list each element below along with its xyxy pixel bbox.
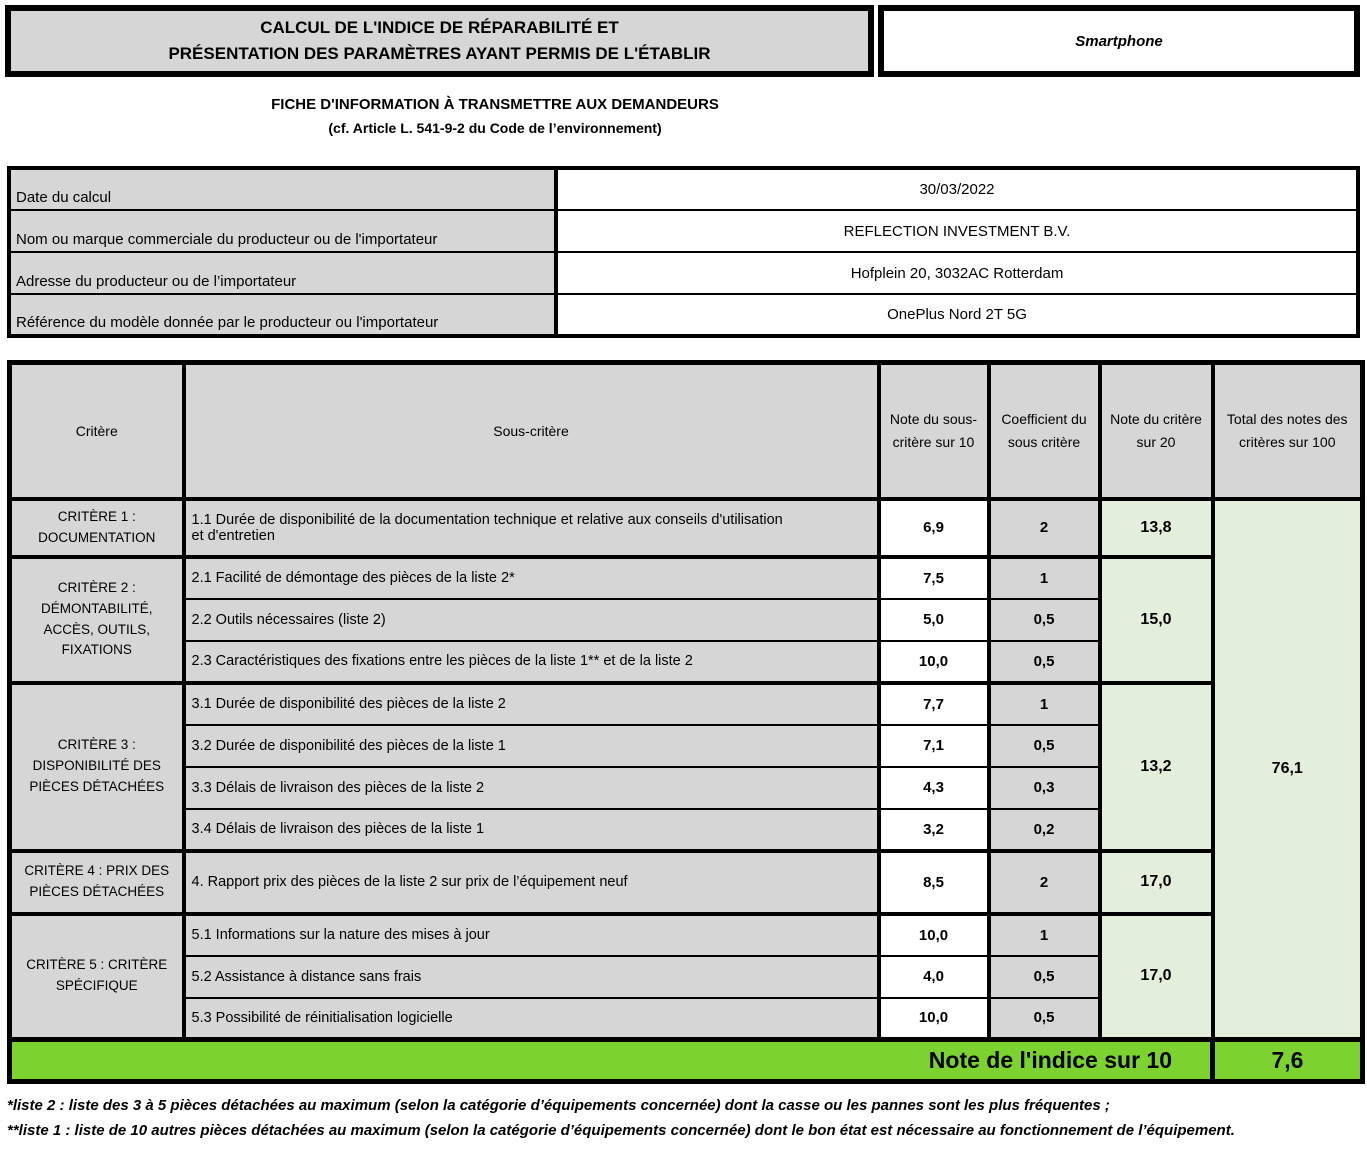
footnote-liste1: **liste 1 : liste de 10 autres pièces détachées au maximum (selon la catégorie d’équipements concernée) dont le bon état est nécessaire au fonctionnement de l’équipement. (7, 1122, 1235, 1139)
info-label-producer-address: Adresse du producteur ou de l’importateur (9, 252, 556, 294)
subcriterion-label: 3.4 Délais de livraison des pièces de la liste 1 (184, 809, 879, 851)
info-value-producer-address: Hofplein 20, 3032AC Rotterdam (556, 252, 1358, 294)
table-row (9, 168, 1358, 210)
subscore-value: 7,7 (879, 683, 989, 725)
coefficient-value: 0,3 (989, 767, 1100, 809)
subtitle-line1: FICHE D'INFORMATION À TRANSMETTRE AUX DEMANDEURS (271, 96, 719, 113)
subscore-value: 3,2 (879, 809, 989, 851)
index-value: 7,6 (1213, 1040, 1363, 1082)
header-total-sur-100: Total des notes des critères sur 100 (1213, 363, 1363, 499)
info-label-date: Date du calcul (9, 168, 556, 210)
subscore-value: 6,9 (879, 499, 989, 557)
header-sous-critere: Sous-critère (184, 363, 879, 499)
info-value-model-reference: OnePlus Nord 2T 5G (556, 294, 1358, 336)
table-row (10, 851, 1363, 914)
criterion-group-label: CRITÈRE 2 : DÉMONTABILITÉ, ACCÈS, OUTILS, FIXATIONS (10, 557, 184, 683)
criterion-group-label: CRITÈRE 3 : DISPONIBILITÉ DES PIÈCES DÉTACHÉES (10, 683, 184, 851)
table-row (10, 914, 1363, 956)
subtitle-block (0, 96, 990, 136)
coefficient-value: 2 (989, 851, 1100, 914)
criterion-group-label: CRITÈRE 4 : PRIX DES PIÈCES DÉTACHÉES (10, 851, 184, 914)
criterion-score-value: 17,0 (1100, 851, 1213, 914)
subcriterion-label: 4. Rapport prix des pièces de la liste 2 sur prix de l’équipement neuf (184, 851, 879, 914)
subcriterion-label: 3.2 Durée de disponibilité des pièces de la liste 1 (184, 725, 879, 767)
info-label-model-reference: Référence du modèle donnée par le producteur ou l'importateur (9, 294, 556, 336)
criterion-score-value: 13,2 (1100, 683, 1213, 851)
subcriterion-label: 5.2 Assistance à distance sans frais (184, 956, 879, 998)
header-coefficient: Coefficient du sous critère (989, 363, 1100, 499)
subscore-value: 8,5 (879, 851, 989, 914)
footnote-liste2: *liste 2 : liste des 3 à 5 pièces détachées au maximum (selon la catégorie d’équipements concernée) dont la casse ou les pannes sont les plus fréquentes ; (7, 1097, 1110, 1114)
subscore-value: 4,3 (879, 767, 989, 809)
criterion-score-value: 13,8 (1100, 499, 1213, 557)
table-row (9, 294, 1358, 336)
index-label: Note de l'indice sur 10 (10, 1040, 1213, 1082)
coefficient-value: 0,5 (989, 725, 1100, 767)
footnotes-block (7, 1093, 1367, 1143)
product-category-label: Smartphone (1075, 32, 1163, 50)
subcriterion-label: 1.1 Durée de disponibilité de la documentation technique et relative aux conseils d'utilisation et d'entretien (184, 499, 879, 557)
repairability-score-table (7, 360, 1365, 1084)
subcriterion-label: 2.3 Caractéristiques des fixations entre les pièces de la liste 1** et de la liste 2 (184, 641, 879, 683)
info-value-producer-name: REFLECTION INVESTMENT B.V. (556, 210, 1358, 252)
subcriterion-label: 2.2 Outils nécessaires (liste 2) (184, 599, 879, 641)
subcriterion-label: 5.1 Informations sur la nature des mises à jour (184, 914, 879, 956)
header-note-sur-20: Note du critère sur 20 (1100, 363, 1213, 499)
subscore-value: 10,0 (879, 914, 989, 956)
table-row (10, 499, 1363, 557)
subscore-value: 5,0 (879, 599, 989, 641)
subcriterion-label: 2.1 Facilité de démontage des pièces de la liste 2* (184, 557, 879, 599)
coefficient-value: 0,2 (989, 809, 1100, 851)
subscore-value: 7,1 (879, 725, 989, 767)
header-critere: Critère (10, 363, 184, 499)
criterion-group-label: CRITÈRE 5 : CRITÈRE SPÉCIFIQUE (10, 914, 184, 1040)
table-row (9, 210, 1358, 252)
subtitle-line2: (cf. Article L. 541-9-2 du Code de l’environnement) (328, 120, 662, 136)
subcriterion-label: 3.1 Durée de disponibilité des pièces de la liste 2 (184, 683, 879, 725)
subscore-value: 10,0 (879, 641, 989, 683)
coefficient-value: 1 (989, 557, 1100, 599)
subcriterion-label: 5.3 Possibilité de réinitialisation logicielle (184, 998, 879, 1040)
subcriterion-label: 3.3 Délais de livraison des pièces de la liste 2 (184, 767, 879, 809)
product-category-box (878, 5, 1360, 77)
document-title-box (5, 5, 874, 77)
coefficient-value: 1 (989, 914, 1100, 956)
criterion-score-value: 17,0 (1100, 914, 1213, 1040)
coefficient-value: 1 (989, 683, 1100, 725)
header-note-sur-10: Note du sous-critère sur 10 (879, 363, 989, 499)
top-header-row (5, 5, 1365, 77)
document-title-line1: CALCUL DE L'INDICE DE RÉPARABILITÉ ET (260, 17, 619, 37)
criterion-score-value: 15,0 (1100, 557, 1213, 683)
coefficient-value: 2 (989, 499, 1100, 557)
total-score-value: 76,1 (1213, 499, 1363, 1040)
table-row (10, 683, 1363, 725)
document-title-line2: PRÉSENTATION DES PARAMÈTRES AYANT PERMIS DE L'ÉTABLIR (168, 44, 711, 63)
coefficient-value: 0,5 (989, 998, 1100, 1040)
coefficient-value: 0,5 (989, 956, 1100, 998)
criterion-group-label: CRITÈRE 1 : DOCUMENTATION (10, 499, 184, 557)
coefficient-value: 0,5 (989, 599, 1100, 641)
subscore-value: 7,5 (879, 557, 989, 599)
index-score-row (10, 1040, 1363, 1082)
subscore-value: 10,0 (879, 998, 989, 1040)
score-table-header-row (10, 363, 1363, 499)
info-label-producer-name: Nom ou marque commerciale du producteur ou de l'importateur (9, 210, 556, 252)
table-row (9, 252, 1358, 294)
subscore-value: 4,0 (879, 956, 989, 998)
info-value-date: 30/03/2022 (556, 168, 1358, 210)
producer-info-table (7, 166, 1360, 338)
coefficient-value: 0,5 (989, 641, 1100, 683)
table-row (10, 557, 1363, 599)
